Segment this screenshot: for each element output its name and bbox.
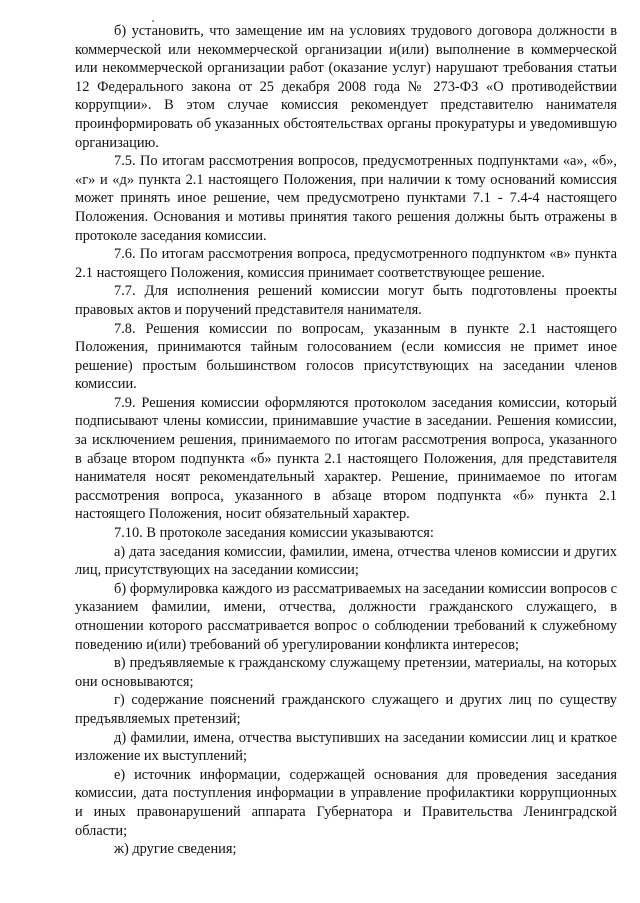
list-item-v: в) предъявляемые к гражданскому служащему претензии, материалы, на которых они основываются; bbox=[75, 655, 617, 690]
paragraph-7-10: 7.10. В протоколе заседания комиссии указываются: bbox=[114, 525, 434, 542]
paragraph-7-4-b: б) установить, что замещение им на условиях трудового договора должности в коммерческой или некоммерческой организации и(или) выполнение в коммерческой или некоммерческой организации работ (оказание услуг) нарушают требования статьи 12 Федерального закона от 25 декабря 2008 года № 273-ФЗ «О противодействии коррупции». В этом случае комиссия рекомендует представителю нанимателя проинформировать об указанных обстоятельствах органы прокуратуры и уведомившую организацию. bbox=[75, 23, 617, 151]
paragraph-7-9: 7.9. Решения комиссии оформляются протоколом заседания комиссии, который подписывают члены комиссии, принимавшие участие в заседании. Решения комиссии, за исключением решения, принимаемого по итогам рассмотрения вопроса, указанного в абзаце втором подпункта «б» пункта 2.1 настоящего Положения, для представителя нанимателя носят рекомендательный характер. Решение, принимаемое по итогам рассмотрения вопроса, указанного в абзаце втором подпункта «б» пункта 2.1 настоящего Положения, носит обязательный характер. bbox=[75, 394, 617, 523]
list-item-d: д) фамилии, имена, отчества выступивших на заседании комиссии лиц и краткое изложение их выступлений; bbox=[75, 729, 617, 765]
list-item-b: б) формулировка каждого из рассматриваемых на заседании комиссии вопросов с указанием фамилии, имени, отчества, должности гражданского служащего, в отношении которого рассматривается вопрос о соблюдении требований к служебному поведению и(или) требований об урегулировании конфликта интересов; bbox=[75, 580, 617, 653]
list-item-e: е) источник информации, содержащей основания для проведения заседания комиссии, дата поступления информации в управление профилактики коррупционных и иных правонарушений аппарата Губернатора и Правительства Ленинградской области; bbox=[75, 766, 617, 839]
paragraph-7-5: 7.5. По итогам рассмотрения вопросов, предусмотренных подпунктами «а», «б», «г» и «д» пункта 2.1 настоящего Положения, при наличии к тому оснований комиссия может принять иное решение, чем предусмотрено пунктами 7.1 - 7.4-4 настоящего Положения. Основания и мотивы принятия такого решения должны быть отражены в протоколе заседания комиссии. bbox=[75, 153, 617, 244]
list-item-zh: ж) другие сведения; bbox=[114, 841, 237, 858]
list-item-a: а) дата заседания комиссии, фамилии, имена, отчества членов комиссии и других лиц, присутствующих на заседании комиссии; bbox=[75, 543, 617, 579]
paragraph-7-7: 7.7. Для исполнения решений комиссии могут быть подготовлены проекты правовых актов и поручений представителя нанимателя. bbox=[75, 283, 617, 318]
paragraph-7-6: 7.6. По итогам рассмотрения вопроса, предусмотренного подпунктом «в» пункта 2.1 настоящего Положения, комиссия принимает соответствующее решение. bbox=[75, 246, 617, 281]
document-page bbox=[75, 22, 617, 859]
paragraph-7-8: 7.8. Решения комиссии по вопросам, указанным в пункте 2.1 настоящего Положения, принимаются тайным голосованием (если комиссия не примет иное решение) простым большинством голосов присутствующих на заседании членов комиссии. bbox=[75, 320, 617, 393]
list-item-g: г) содержание пояснений гражданского служащего и других лиц по существу предъявляемых претензий; bbox=[75, 692, 617, 727]
